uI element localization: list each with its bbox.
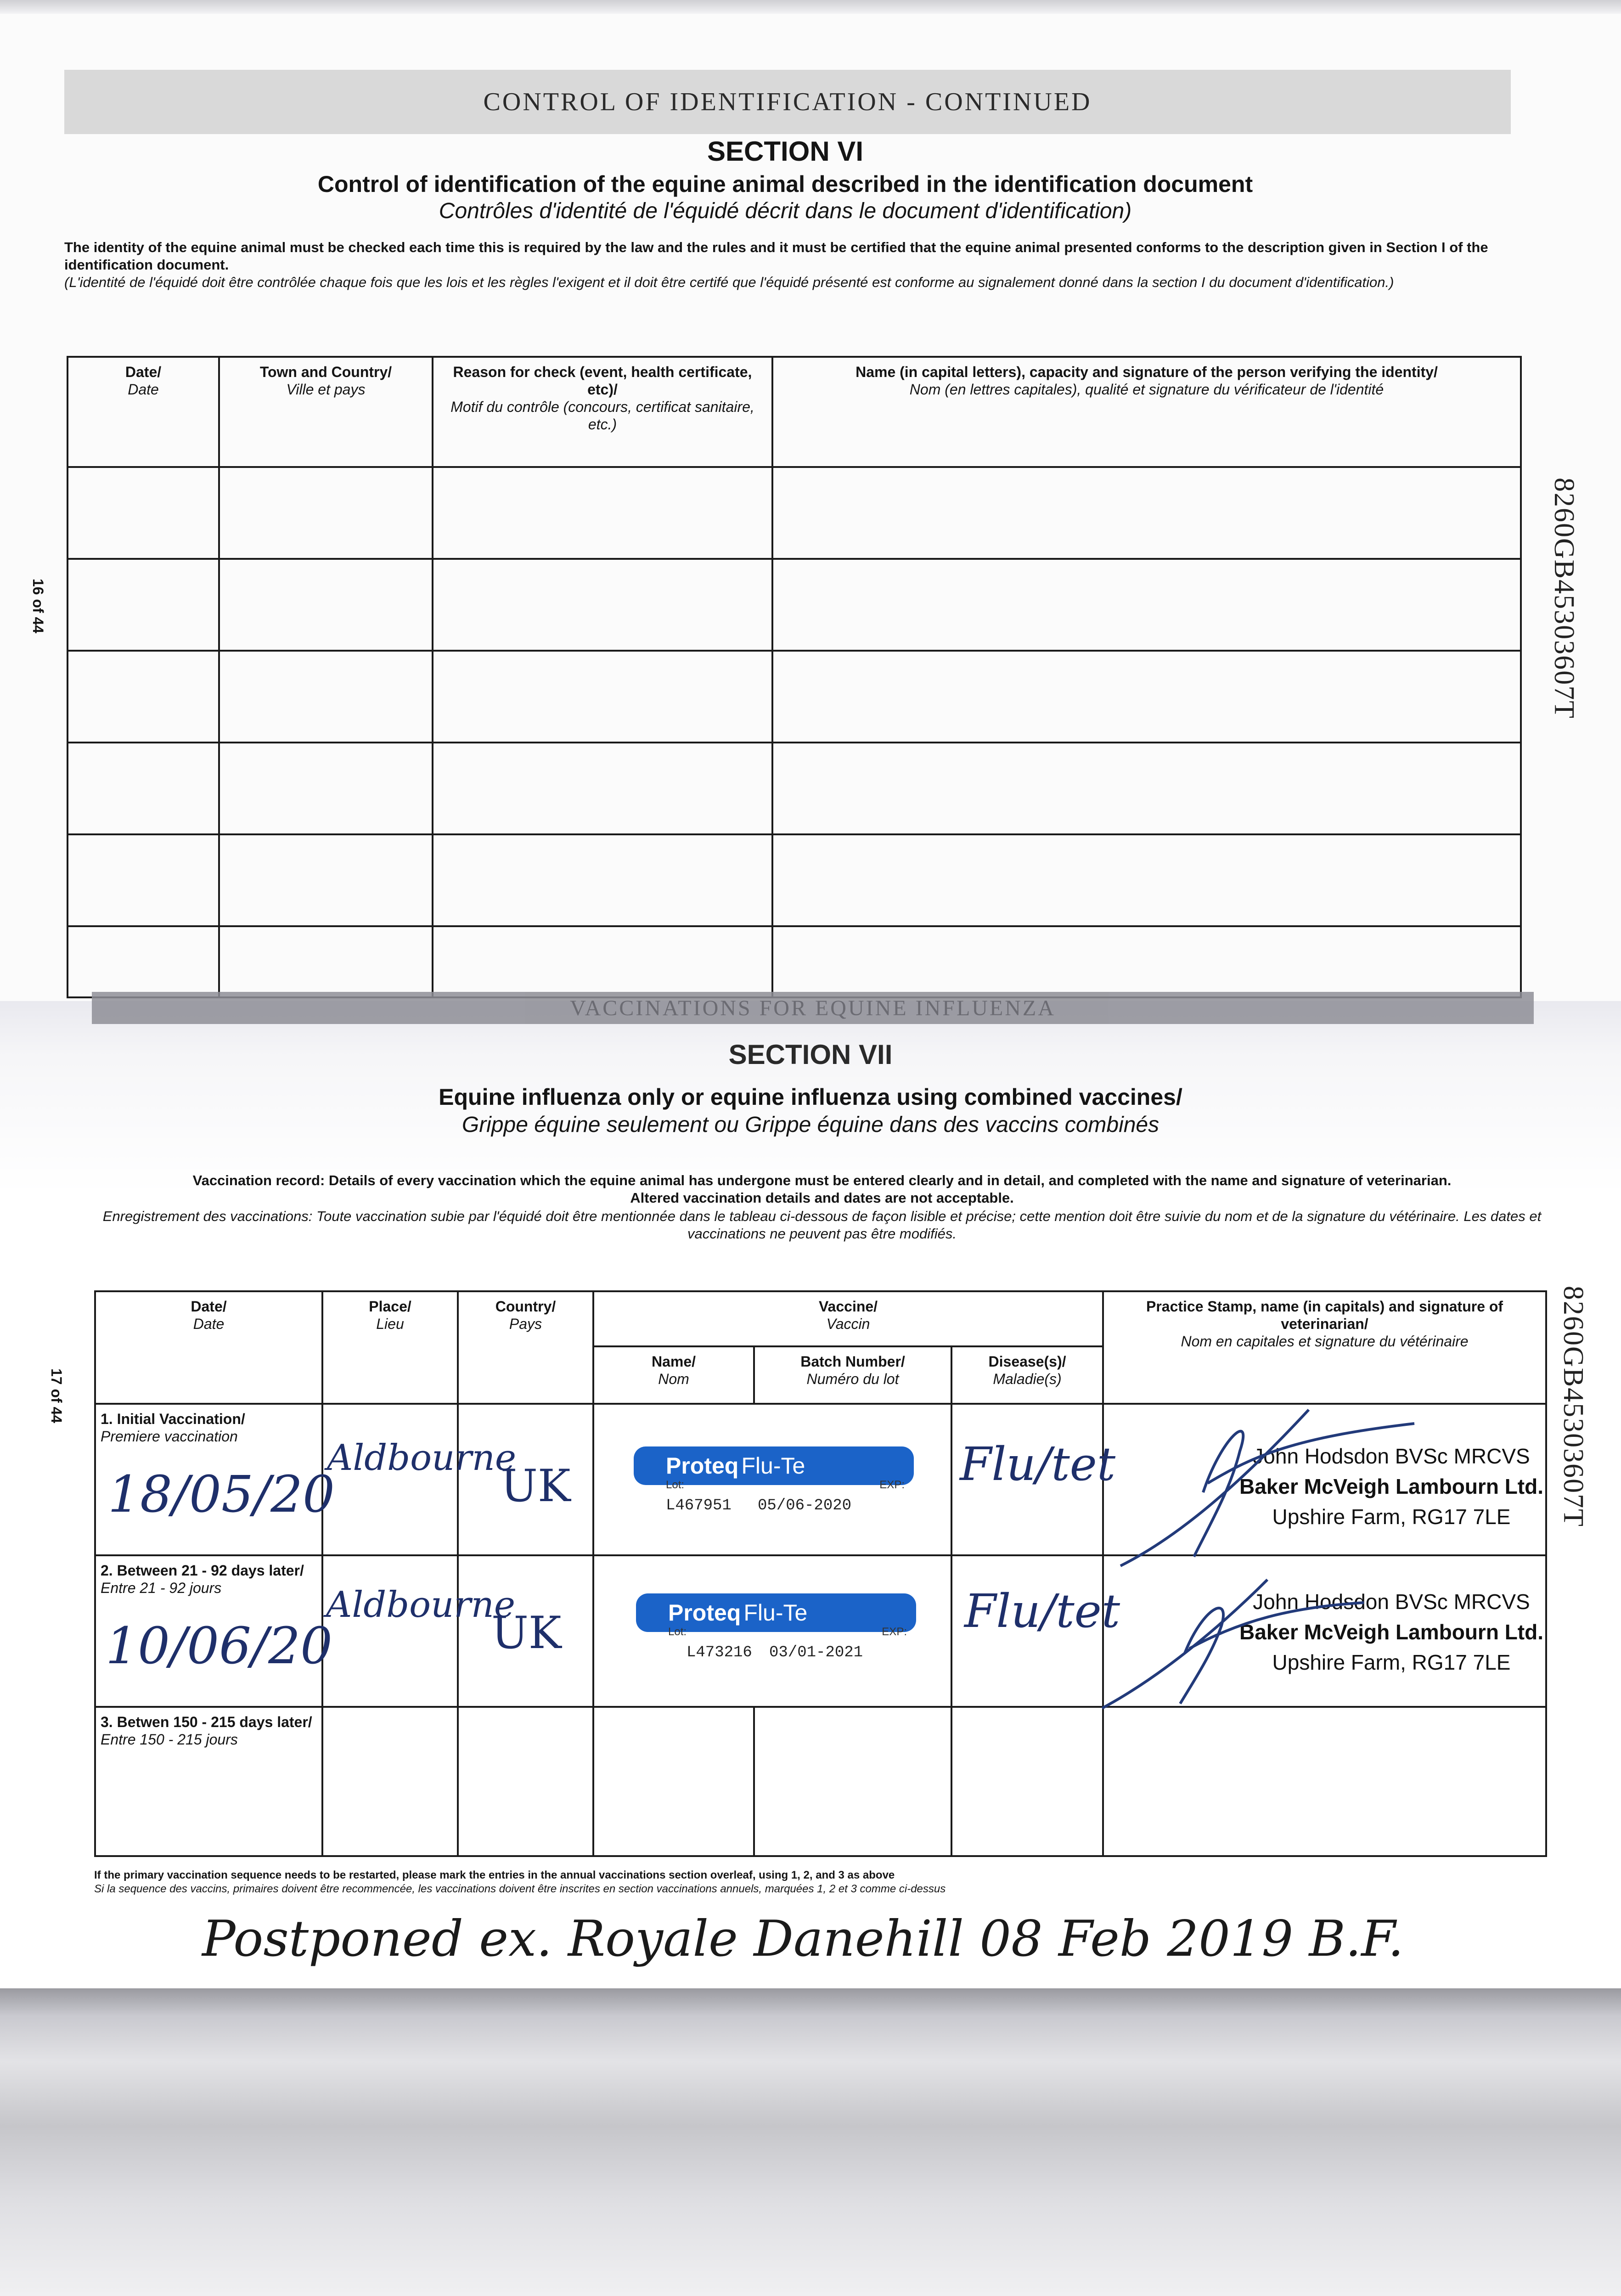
- section-subtitle-fr: Contrôles d'identité de l'équidé décrit dans le document d'identification): [439, 199, 1132, 223]
- cell-reason[interactable]: [433, 651, 772, 743]
- vaccine-label-sticker: Proteq Flu-Te Lot: EXP: L473216 03/01-2021: [636, 1593, 916, 1662]
- handwritten-place: Aldbourne: [326, 1584, 516, 1626]
- footnote: If the primary vaccination sequence needs to be restarted, please mark the entries in the annual vaccinations section overleaf, using 1, 2, and 3 as above: [94, 1869, 895, 1881]
- header-vaccine-name: Name/ Nom: [593, 1346, 754, 1404]
- cell-date[interactable]: [68, 559, 219, 651]
- header-country: Country/ Pays: [458, 1291, 593, 1404]
- table-header-row: [95, 1291, 1546, 1346]
- document-code: 8260GB45303607T: [1548, 478, 1580, 719]
- cell-town[interactable]: [219, 651, 433, 743]
- section-banner: CONTROL OF IDENTIFICATION - CONTINUED: [64, 70, 1511, 134]
- cell-date[interactable]: [68, 651, 219, 743]
- table-row: [68, 651, 1521, 743]
- handwritten-disease: Flu/tet: [964, 1584, 1120, 1638]
- cell-vaccine-name[interactable]: [593, 1707, 754, 1856]
- row-label: 3. Betwen 150 - 215 days later/ Entre 150 - 215 jours: [95, 1707, 322, 1856]
- identity-check-table: [67, 356, 1522, 998]
- cell-batch[interactable]: [754, 1707, 951, 1856]
- cell-place[interactable]: [322, 1555, 458, 1707]
- header-date: Date/ Date: [68, 357, 219, 467]
- section-title: SECTION VI: [707, 136, 864, 167]
- section-subtitle: Control of identification of the equine animal described in the identification document: [317, 171, 1253, 197]
- cell-place[interactable]: [322, 1404, 458, 1555]
- cell-verifier[interactable]: [772, 559, 1521, 651]
- handwritten-date: 10/06/20: [106, 1616, 333, 1675]
- cell-town[interactable]: [219, 834, 433, 926]
- header-disease: Disease(s)/ Maladie(s): [951, 1346, 1103, 1404]
- cell-town[interactable]: [219, 743, 433, 834]
- header-batch: Batch Number/ Numéro du lot: [754, 1346, 951, 1404]
- cell-reason[interactable]: [433, 743, 772, 834]
- cell-disease[interactable]: [951, 1707, 1103, 1856]
- table-header-row: [68, 357, 1521, 467]
- handwritten-date: 18/05/20: [108, 1465, 335, 1524]
- handwritten-place: Aldbourne: [327, 1437, 517, 1479]
- header-stamp: Practice Stamp, name (in capitals) and signature of veterinarian/ Nom en capitales et signature du vétérinaire: [1103, 1291, 1546, 1404]
- handwritten-country: UK: [501, 1460, 571, 1512]
- cell-date[interactable]: [68, 467, 219, 559]
- handwritten-country: UK: [491, 1607, 562, 1659]
- header-reason: Reason for check (event, health certificate, etc)/ Motif du contrôle (concours, certificat sanitaire, etc.): [433, 357, 772, 467]
- table-row: [68, 743, 1521, 834]
- cell-country[interactable]: [458, 1707, 593, 1856]
- document-code: 8260GB45303607T: [1558, 1286, 1589, 1527]
- scanner-background: [0, 1988, 1621, 2296]
- header-place: Place/ Lieu: [322, 1291, 458, 1404]
- cell-town[interactable]: [219, 467, 433, 559]
- expiry-date: 03/01-2021: [769, 1644, 863, 1661]
- vet-signature-icon: [1102, 1382, 1424, 1575]
- header-verifier: Name (in capital letters), capacity and signature of the person verifying the identity/ Nom (en lettres capitales), qualité et signature du vérificateur de l'identité: [772, 357, 1521, 467]
- cell-place[interactable]: [322, 1707, 458, 1856]
- cell-reason[interactable]: [433, 926, 772, 997]
- cell-stamp[interactable]: [1103, 1707, 1546, 1856]
- section-subtitle-fr: Grippe équine seulement ou Grippe équine dans des vaccins combinés: [462, 1113, 1159, 1137]
- vaccination-record-text-fr: Enregistrement des vaccinations: Toute vaccination subie par l'équidé doit être mentionnée dans le tableau ci-dessous de façon lisible et précise; cette mention doit être suivie du nom et de la signature du vétérinaire. Les dates et vaccinations ne peuvent pas être modifiés.: [102, 1208, 1542, 1242]
- cell-town[interactable]: [219, 559, 433, 651]
- handwritten-disease: Flu/tet: [960, 1437, 1116, 1491]
- footnote-fr: Si la sequence des vaccins, primaires doivent être recommencée, les vaccinations doivent être inscrites en section vaccinations annuels, marquées 1, 2 et 3 comme ci-dessus: [94, 1883, 946, 1895]
- vaccine-label-sticker: Proteq Flu-Te Lot: EXP: L467951 05/06-2020: [634, 1446, 914, 1515]
- intro-text: The identity of the equine animal must be checked each time this is required by the law and the rules and it must be certified that the equine animal presented conforms to the description given in Section I of the identification document.: [64, 239, 1488, 273]
- page-number: 17 of 44: [48, 1368, 65, 1424]
- row-label: 2. Between 21 - 92 days later/ Entre 21 - 92 jours: [95, 1555, 322, 1707]
- row-label: 1. Initial Vaccination/ Premiere vaccination: [95, 1404, 322, 1555]
- page-edge: [0, 0, 1621, 14]
- cell-verifier[interactable]: [772, 651, 1521, 743]
- vet-stamp: John Hodsdon BVSc MRCVS Baker McVeigh Lambourn Ltd. Upshire Farm, RG17 7LE: [1239, 1444, 1543, 1529]
- table-row: [68, 467, 1521, 559]
- table-row: [68, 926, 1521, 997]
- cell-verifier[interactable]: [772, 743, 1521, 834]
- vaccination-record-text: Vaccination record: Details of every vaccination which the equine animal has undergone must be entered clearly and in detail, and completed with the name and signature of veterinarian.: [192, 1172, 1452, 1188]
- section-banner-vaccination: VACCINATIONS FOR EQUINE INFLUENZA: [92, 992, 1534, 1024]
- table-row: [95, 1707, 1546, 1856]
- cell-verifier[interactable]: [772, 926, 1521, 997]
- vaccination-record-warning: Altered vaccination details and dates are not acceptable.: [630, 1190, 1014, 1206]
- vet-signature-icon: [1093, 1561, 1368, 1713]
- expiry-date: 05/06-2020: [758, 1497, 852, 1514]
- cell-reason[interactable]: [433, 467, 772, 559]
- table-row: [68, 834, 1521, 926]
- header-vaccine: Vaccine/ Vaccin: [593, 1291, 1103, 1346]
- section-subtitle: Equine influenza only or equine influenza using combined vaccines/: [439, 1084, 1182, 1110]
- cell-date[interactable]: [68, 834, 219, 926]
- batch-number: L467951: [666, 1497, 732, 1514]
- cell-verifier[interactable]: [772, 467, 1521, 559]
- header-date: Date/ Date: [95, 1291, 322, 1404]
- cell-date[interactable]: [68, 926, 219, 997]
- cell-town[interactable]: [219, 926, 433, 997]
- vet-stamp: John Hodsdon BVSc MRCVS Baker McVeigh Lambourn Ltd. Upshire Farm, RG17 7LE: [1239, 1590, 1543, 1674]
- batch-number: L473216: [687, 1644, 752, 1661]
- cell-date[interactable]: [68, 743, 219, 834]
- page-number: 16 of 44: [30, 579, 46, 634]
- intro-text-fr: (L'identité de l'équidé doit être contrôlée chaque fois que les lois et les règles l'exigent et il doit être certifé que l'équidé présenté est conforme au signalement donné dans la section I du document d'identification.): [64, 274, 1394, 290]
- handwritten-note: Postponed ex. Royale Danehill 08 Feb 2019 B.F.: [202, 1910, 1404, 1968]
- section-title: SECTION VII: [728, 1039, 893, 1070]
- header-town: Town and Country/ Ville et pays: [219, 357, 433, 467]
- cell-reason[interactable]: [433, 834, 772, 926]
- cell-verifier[interactable]: [772, 834, 1521, 926]
- cell-reason[interactable]: [433, 559, 772, 651]
- table-row: [68, 559, 1521, 651]
